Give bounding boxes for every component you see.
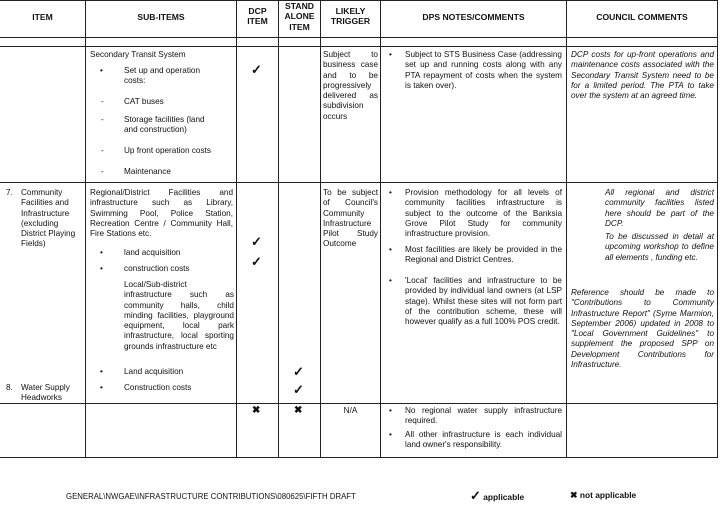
dcp-cross-mark: ✖ (252, 405, 261, 416)
subitem-land-acquisition-local: Land acquisition (124, 367, 184, 376)
water-dps-note-2: All other infrastructure is each individual land owner's responsibility. (405, 430, 562, 450)
subitem-land-acquisition: land acquisition (124, 248, 181, 257)
legend-applicable-label: applicable (483, 492, 525, 502)
dash: - (101, 146, 104, 155)
water-trigger: N/A (343, 406, 358, 415)
sts-subitem-upfront: Up front operation costs (124, 146, 211, 155)
legend-applicable (470, 488, 524, 504)
header-sub-items: SUB-ITEMS (137, 12, 185, 22)
dash: - (101, 97, 104, 106)
sts-title: Secondary Transit System (90, 50, 186, 59)
sts-dps-note: Subject to STS Business Case (addressing set up and running costs along with any PTA repayment of costs when the system is taken over). (405, 50, 562, 90)
column-divider (85, 0, 86, 458)
stand-alone-cross-mark: ✖ (294, 405, 303, 416)
row-divider (0, 182, 718, 183)
header-dps-notes: DPS NOTES/COMMENTS (422, 12, 525, 22)
bullet: • (389, 406, 392, 415)
community-item-label: Community Facilities and Infrastructure (excluding District Playing Fields) (21, 188, 76, 249)
dash: - (101, 167, 104, 176)
row-divider (0, 403, 718, 404)
body-top-border (0, 46, 718, 47)
table-bottom-border (0, 457, 718, 458)
bullet: • (389, 188, 392, 197)
sts-subitem-maintenance: Maintenance (124, 167, 171, 176)
table-top-border (0, 0, 718, 1)
column-divider (380, 0, 381, 458)
item-number-7: 7. (6, 188, 13, 197)
item-number-8: 8. (6, 383, 13, 392)
legend-not-applicable (570, 490, 636, 501)
community-council-comment-2: To be discussed in detail at upcoming workshop to define all elements , funding etc. (605, 232, 714, 262)
subitem-construction-costs: construction costs (124, 264, 190, 273)
bullet: • (389, 276, 392, 285)
dcp-tick-mark: ✓ (251, 254, 262, 269)
stand-alone-tick-mark: ✓ (293, 364, 304, 379)
sts-subitem-cat-buses: CAT buses (124, 97, 164, 106)
sts-council-comment: DCP costs for up-front operations and maintenance costs associated with the Secondary Transit System need to be for a limited period. The PTA to take over the system at an agreed time. (571, 50, 714, 100)
bullet: • (389, 50, 392, 59)
bullet: • (100, 264, 103, 273)
column-divider (566, 0, 567, 458)
sts-subitem-storage: Storage facilities (land and construction) (124, 115, 205, 135)
column-divider (236, 0, 237, 458)
header-item: ITEM (32, 12, 53, 22)
bullet: • (389, 430, 392, 439)
sts-subitem-setup: Set up and operation costs: (124, 66, 201, 86)
community-trigger: To be subject of Council's Community Infrastructure Pilot Study Outcome (323, 188, 378, 249)
community-council-comment-3: Reference should be made to "Contributions to Community Infrastructure Report" (Syme Marmion, September 2006) updated in 2008 to "Local Government Guidelines" to supplement the proposed SPP on Development Contributions for Infrastructure. (571, 288, 714, 369)
bullet: • (100, 383, 103, 392)
header-bottom-border (0, 37, 718, 38)
water-item-label: Water Supply Headworks (21, 383, 70, 403)
footer-file-path: GENERAL\NWGAE\INFRASTRUCTURE CONTRIBUTIONS\080625\FIFTH DRAFT (66, 492, 356, 501)
cross-icon: ✖ (570, 490, 578, 500)
local-infrastructure-text: Local/Sub-district infrastructure such as community halls, child minding facilities, playground equipment, local park infrastructure, local sporting grounds infrastructure etc (124, 280, 234, 351)
water-dps-note-1: No regional water supply infrastructure required. (405, 406, 562, 426)
bullet: • (389, 245, 392, 254)
column-divider (320, 0, 321, 458)
column-divider (278, 0, 279, 458)
dcp-tick-mark: ✓ (251, 62, 262, 77)
bullet: • (100, 367, 103, 376)
community-council-comment-1: All regional and district community facilities listed here should be part of the DCP. (605, 188, 714, 228)
subitem-construction-costs-local: Construction costs (124, 383, 192, 392)
community-dps-note-2: Most facilities are likely be provided in the Regional and District Centres. (405, 245, 562, 265)
table-right-border (717, 0, 718, 458)
header-dcp-item: DCP ITEM (247, 6, 268, 27)
bullet: • (100, 66, 103, 75)
legend-not-applicable-label: not applicable (579, 490, 637, 500)
dcp-tick-mark: ✓ (251, 234, 262, 249)
header-stand-alone-item: STAND ALONE ITEM (284, 1, 315, 32)
header-council-comments: COUNCIL COMMENTS (596, 12, 688, 22)
bullet: • (100, 248, 103, 257)
stand-alone-tick-mark: ✓ (293, 382, 304, 397)
sts-trigger: Subject to business case and to be progressively delivered as subdivision occurs (323, 50, 378, 121)
dash: - (101, 115, 104, 124)
community-dps-note-3: 'Local' facilities and infrastructure to be provided by individual land owners (at LSP stage). Whilst these sites will not form part of the contribution scheme, these will however qualify as a full 100% POS credit. (405, 276, 562, 326)
header-likely-trigger: LIKELY TRIGGER (330, 6, 371, 27)
regional-facilities-text: Regional/District Facilities and infrastructure such as Library, Swimming Pool, Police Station, Recreation Centre / Community Hall, Fire Stations etc. (90, 188, 233, 238)
tick-icon: ✓ (470, 488, 481, 503)
community-dps-note-1: Provision methodology for all levels of community facilities infrastructure is subject to the outcome of the Banksia Grove Pilot Study for community infrastructure provision. (405, 188, 562, 238)
